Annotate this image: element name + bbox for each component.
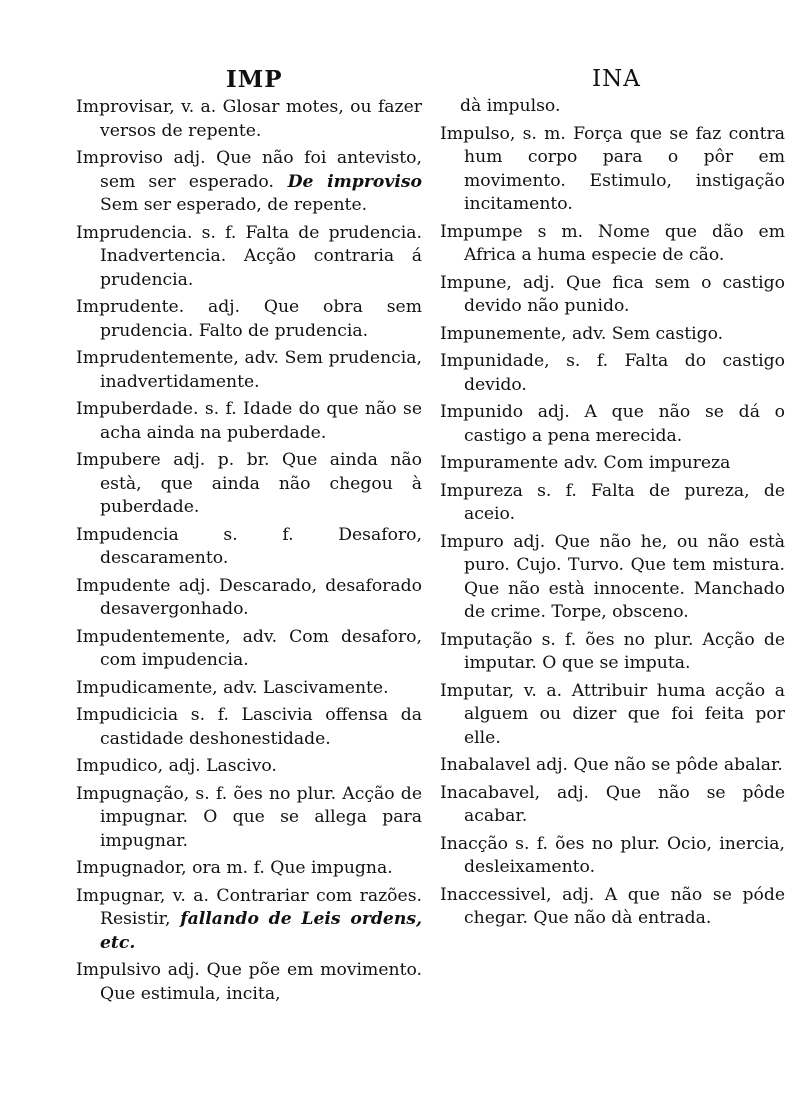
dictionary-entry [76,755,422,779]
entry-headword: Impudentemente [76,626,226,647]
dictionary-entry [76,783,422,854]
entry-definition: adj. Que não foi antevisto, sem ser esperado. [100,148,422,192]
entry-italic-text: fallando de Leis ordens, etc. [100,909,422,953]
entry-headword: Inaccessivel [440,884,547,905]
entry-headword: Improviso [76,148,164,168]
entry-headword: Impureza [440,480,523,501]
entry-headword: Imprudentemente [76,348,234,368]
right-column [440,95,785,935]
left-column [76,96,422,1010]
entry-definition: , v. a. Glosar motes, ou fazer versos de repente. [100,97,422,141]
entry-definition: , v. a. Attribuir huma acção a alguem ou dizer que foi feita por elle. [464,680,785,748]
entry-headword: Impudencia [76,524,179,545]
dictionary-entry [440,272,785,319]
dictionary-entry [76,959,422,1006]
dictionary-entry [440,480,785,527]
entry-headword: Impudicicia [76,705,179,725]
dictionary-entry [440,531,785,625]
entry-headword: Impudente [76,575,171,596]
dictionary-entry [76,677,422,701]
dictionary-entry [440,782,785,829]
dictionary-entry [440,123,785,217]
entry-definition: , adj. Lascivo. [157,756,277,776]
dictionary-entry [76,398,422,445]
entry-headword: Impubere [76,450,161,470]
entry-headword: Impunemente [440,323,562,344]
entry-definition: s. f. Desaforo, descaramento. [100,524,422,568]
entry-headword: Impune [440,272,507,293]
dictionary-entry [76,704,422,751]
entry-headword: Impugnar [76,885,160,906]
entry-definition: , ora m. f. Que impugna. [181,858,393,878]
dictionary-entry [76,222,422,293]
entry-headword: Inacção [440,833,508,854]
entry-definition: , adj. A que não se póde chegar. Que não dà entrada. [464,884,785,928]
entry-headword: Impuro [440,531,504,552]
entry-definition: dà impulso. [460,96,561,116]
entry-headword: Impugnação [76,783,184,804]
entry-definition: adj. p. br. Que ainda não està, que ainda não chegou à puberdade. [100,450,422,517]
entry-headword: Impudico [76,756,158,776]
entry-headword: Impulso [440,123,510,144]
entry-headword: Impugnador [76,858,182,878]
dictionary-entry [440,680,785,751]
entry-headword: Impudicamente [76,677,213,698]
entry-headword: Imprudencia [76,222,187,243]
dictionary-entry [440,95,785,119]
dictionary-entry [440,754,785,778]
dictionary-entry [440,221,785,268]
entry-definition: s. f. ões no plur. Acção de imputar. O que se imputa. [464,629,785,673]
dictionary-entry [440,401,785,448]
entry-definition: adj. Descarado, desaforado desavergonhado. [100,575,422,619]
entry-headword: Impulsivo [76,960,162,980]
entry-definition: adj. Que põe em movimento. Que estimula, incita, [100,960,422,1004]
entry-definition: . s. f. Idade do que não se acha ainda na puberdade. [100,399,422,443]
dictionary-entry [440,629,785,676]
entry-headword: Imputação [440,629,533,650]
entry-headword: Impunido [440,402,524,422]
dictionary-entry [440,323,785,347]
entry-definition: , s. f. Falta do castigo devido. [464,351,785,395]
entry-definition: s. f. Falta de pureza, de aceio. [464,480,785,524]
entry-definition: s. f. Lascivia offensa da castidade deshonestidade. [100,705,422,749]
entry-definition: . s. f. Falta de prudencia. Inadvertencia. Acção contraria á prudencia. [100,222,422,290]
dictionary-entry [76,296,422,343]
entry-definition: , adv. Lascivamente. [212,677,389,698]
dictionary-entry [440,452,785,476]
dictionary-entry [76,857,422,881]
entry-headword: Imputar [440,680,509,701]
running-head-right: INA [592,66,641,92]
entry-definition: adj. Que não he, ou não està puro. Cujo. Turvo. Que tem mistura. Que não està innocente. Manchado de crime. Torpe, obsceno. [464,531,785,622]
entry-headword: Impunidade [440,351,545,371]
dictionary-entry [76,347,422,394]
entry-headword: Impuramente [440,453,559,473]
entry-headword: Impumpe [440,221,523,242]
entry-definition: adj. A que não se dá o castigo a pena merecida. [464,402,785,446]
entry-headword: Inacabavel [440,782,535,803]
entry-definition: Sem ser esperado, de repente. [100,195,368,215]
dictionary-entry [440,350,785,397]
running-head-left: IMP [226,66,283,93]
dictionary-entry [76,524,422,571]
dictionary-entry [76,885,422,956]
entry-headword: Inabalavel [440,755,531,775]
entry-definition: , adv. Sem prudencia, inadvertidamente. [100,348,422,392]
dictionary-entry [76,96,422,143]
dictionary-entry [76,449,422,520]
entry-definition: s. f. ões no plur. Ocio, inercia, desleixamento. [464,833,785,877]
entry-headword: Imprudente [76,297,179,317]
dictionary-entry [440,884,785,931]
dictionary-entry [440,833,785,880]
entry-definition: , s. m. Força que se faz contra hum corpo para o pôr em movimento. Estimulo, instigação incitamento. [464,123,785,214]
entry-definition: s m. Nome que dão em Africa a huma especie de cão. [464,221,785,265]
entry-definition: . adj. Que obra sem prudencia. Falto de prudencia. [100,297,422,341]
entry-definition: , adv. Sem castigo. [561,323,724,344]
entry-definition: , v. a. Contrariar com razões. Resistir, [100,885,422,929]
entry-headword: Improvisar [76,97,170,117]
dictionary-entry [76,626,422,673]
dictionary-entry [76,147,422,218]
entry-definition: adj. Que não se pôde abalar. [530,755,783,775]
entry-definition: , s. f. ões no plur. Acção de impugnar. O que se allega para impugnar. [100,783,422,851]
entry-headword: Impuberdade [76,399,193,419]
dictionary-entry [76,575,422,622]
entry-definition: , adj. Que não se pôde acabar. [464,782,785,826]
entry-definition: , adj. Que fica sem o castigo devido não punido. [464,272,785,316]
entry-definition: adv. Com impureza [558,453,731,473]
entry-definition: , adv. Com desaforo, com impudencia. [100,626,422,670]
entry-italic-text: De improviso [273,171,422,192]
